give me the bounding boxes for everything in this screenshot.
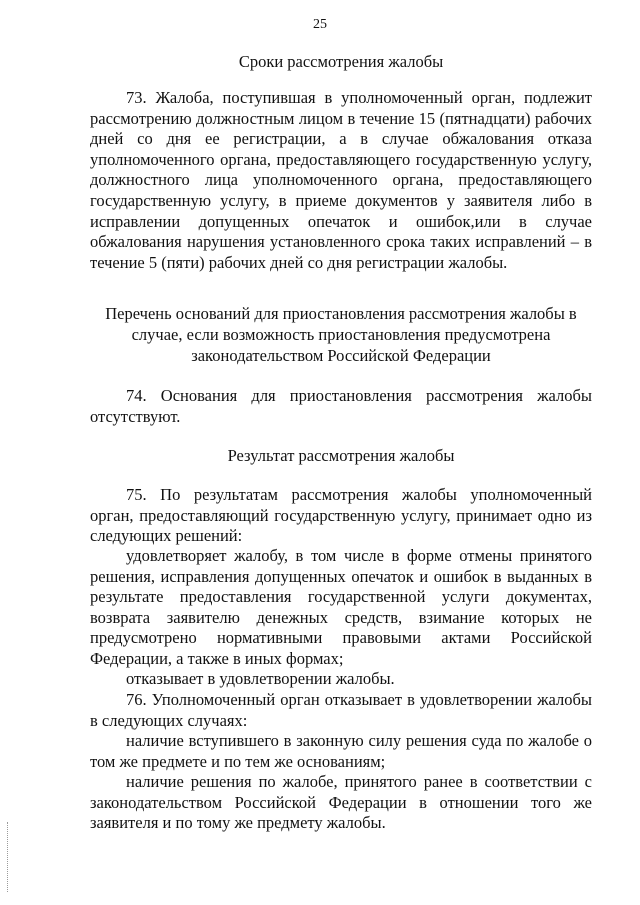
paragraph-previous-decision: наличие решения по жалобе, принятого ранее в соответствии с законодательством Российской Федерации в отношении того же заявителя и по тому же предмету жалобы. — [90, 772, 592, 833]
section-heading-suspension-grounds: Перечень оснований для приостановления рассмотрения жалобы в случае, если возможность приостановления предусмотрена законодательством Российской Федерации — [105, 304, 577, 365]
paragraph-satisfy-complaint: удовлетворяет жалобу, в том числе в форме отмены принятого решения, исправления допущенных опечаток и ошибок в выданных в результате предоставления государственной услуги документах, возврата заявителю денежных средств, взимание которых не предусмотрено нормативными правовыми актами Российской Федерации, а также в иных формах; — [90, 546, 592, 668]
paragraph-refuse-complaint: отказывает в удовлетворении жалобы. — [126, 669, 395, 688]
paragraph-73: 73. Жалоба, поступившая в уполномоченный орган, подлежит рассмотрению должностным лицом в течение 15 (пятнадцати) рабочих дней со дня ее регистрации, а в случае обжалования отказа уполномоченного органа, предоставляющего государственную услугу, должностного лица уполномоченного органа, предоставляющего государственную услугу, в приеме документов у заявителя либо в исправлении допущенных опечаток и ошибок,или в случае обжалования нарушения установленного срока таких исправлений – в течение 5 (пяти) рабочих дней со дня регистрации жалобы. — [90, 88, 592, 272]
section-heading-review-terms: Сроки рассмотрения жалобы — [238, 52, 444, 71]
scan-edge-marks — [7, 822, 10, 892]
section-heading-review-result: Результат рассмотрения жалобы — [227, 446, 455, 465]
paragraph-74: 74. Основания для приостановления рассмотрения жалобы отсутствуют. — [90, 386, 592, 426]
page-number: 25 — [313, 17, 327, 32]
paragraph-court-decision: наличие вступившего в законную силу решения суда по жалобе о том же предмете и по тем же основаниям; — [90, 731, 592, 771]
paragraph-75: 75. По результатам рассмотрения жалобы уполномоченный орган, предоставляющий государственную услугу, принимает одно из следующих решений: — [90, 485, 592, 546]
paragraph-76: 76. Уполномоченный орган отказывает в удовлетворении жалобы в следующих случаях: — [90, 690, 592, 730]
